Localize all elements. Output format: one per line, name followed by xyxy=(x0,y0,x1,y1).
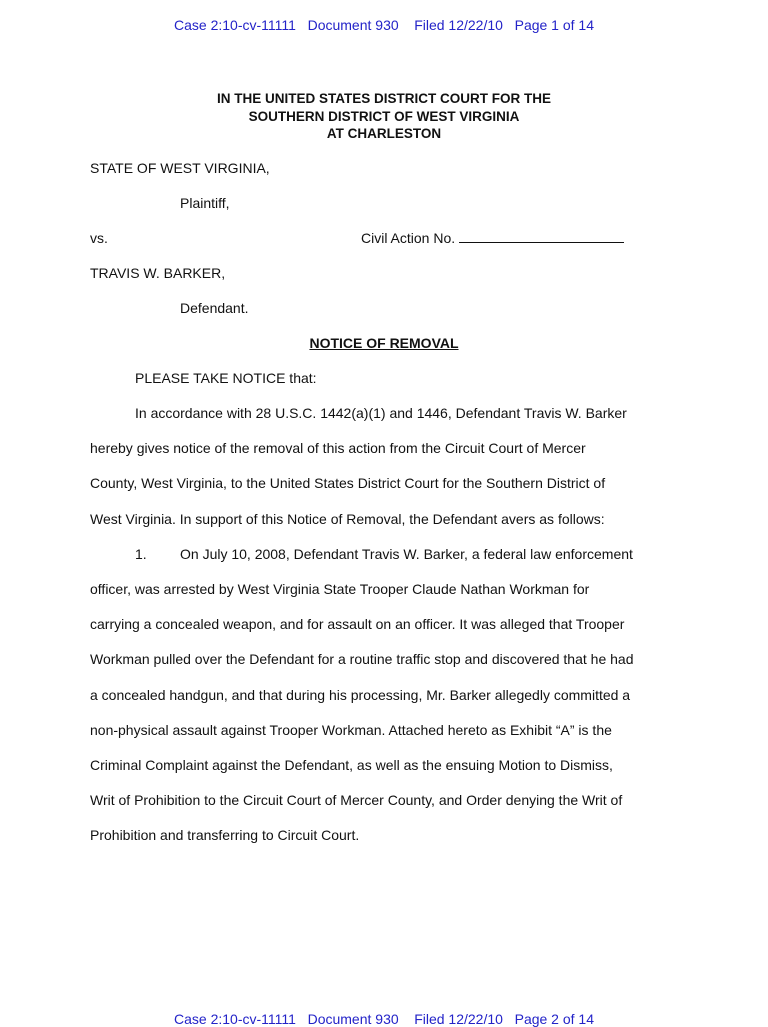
item-1-number: 1. xyxy=(135,545,147,562)
item-1-line: carrying a concealed weapon, and for assault on an officer. It was alleged that Trooper xyxy=(90,616,625,633)
paragraph-1-line: West Virginia. In support of this Notice of Removal, the Defendant avers as follows: xyxy=(90,510,605,527)
civil-action-label: Civil Action No. xyxy=(361,230,456,246)
civil-action-blank xyxy=(459,230,624,243)
item-1-first-line xyxy=(90,537,680,572)
item-1-line: Criminal Complaint against the Defendant, as well as the ensuing Motion to Dismiss, xyxy=(90,757,613,774)
item-1-line: Prohibition and transferring to Circuit Court. xyxy=(90,827,360,844)
intro-text: PLEASE TAKE NOTICE that: xyxy=(135,370,317,386)
item-1-line: Workman pulled over the Defendant for a routine traffic stop and discovered that he had xyxy=(90,651,634,668)
item-1-line: officer, was arrested by West Virginia State Trooper Claude Nathan Workman for xyxy=(90,581,590,598)
item-1-line: non-physical assault against Trooper Workman. Attached hereto as Exhibit “A” is the xyxy=(90,721,612,738)
paragraph-1-line: hereby gives notice of the removal of this action from the Circuit Court of Mercer xyxy=(90,440,586,457)
notice-title: NOTICE OF REMOVAL xyxy=(309,335,459,351)
plaintiff-role: Plaintiff, xyxy=(180,195,230,211)
item-1-line: On July 10, 2008, Defendant Travis W. Barker, a federal law enforcement xyxy=(180,545,633,562)
civil-action-field xyxy=(361,230,624,246)
item-1-line: a concealed handgun, and that during his processing, Mr. Barker allegedly committed a xyxy=(90,686,631,703)
page-header: Case 2:10-cv-11111 Document 930 Filed 12/22/10 Page 1 of 14 xyxy=(174,17,594,33)
paragraph-1 xyxy=(90,396,680,854)
defendant-name: TRAVIS W. BARKER, xyxy=(90,265,226,281)
court-line-2: SOUTHERN DISTRICT OF WEST VIRGINIA xyxy=(248,108,520,124)
plaintiff-name: STATE OF WEST VIRGINIA, xyxy=(90,160,270,176)
paragraph-1-line: In accordance with 28 U.S.C. 1442(a)(1) and 1446, Defendant Travis W. Barker xyxy=(135,405,627,421)
court-line-3: AT CHARLESTON xyxy=(326,126,442,141)
court-heading xyxy=(0,90,768,143)
item-1-line: Writ of Prohibition to the Circuit Court of Mercer County, and Order denying the Writ of xyxy=(90,792,623,809)
defendant-role: Defendant. xyxy=(180,300,249,316)
court-line-1: IN THE UNITED STATES DISTRICT COURT FOR THE xyxy=(217,91,551,106)
versus-label: vs. xyxy=(90,230,108,246)
next-page-header: Case 2:10-cv-11111 Document 930 Filed 12/22/10 Page 2 of 14 xyxy=(174,1011,594,1027)
paragraph-1-line: County, West Virginia, to the United States District Court for the Southern District of xyxy=(90,475,606,492)
